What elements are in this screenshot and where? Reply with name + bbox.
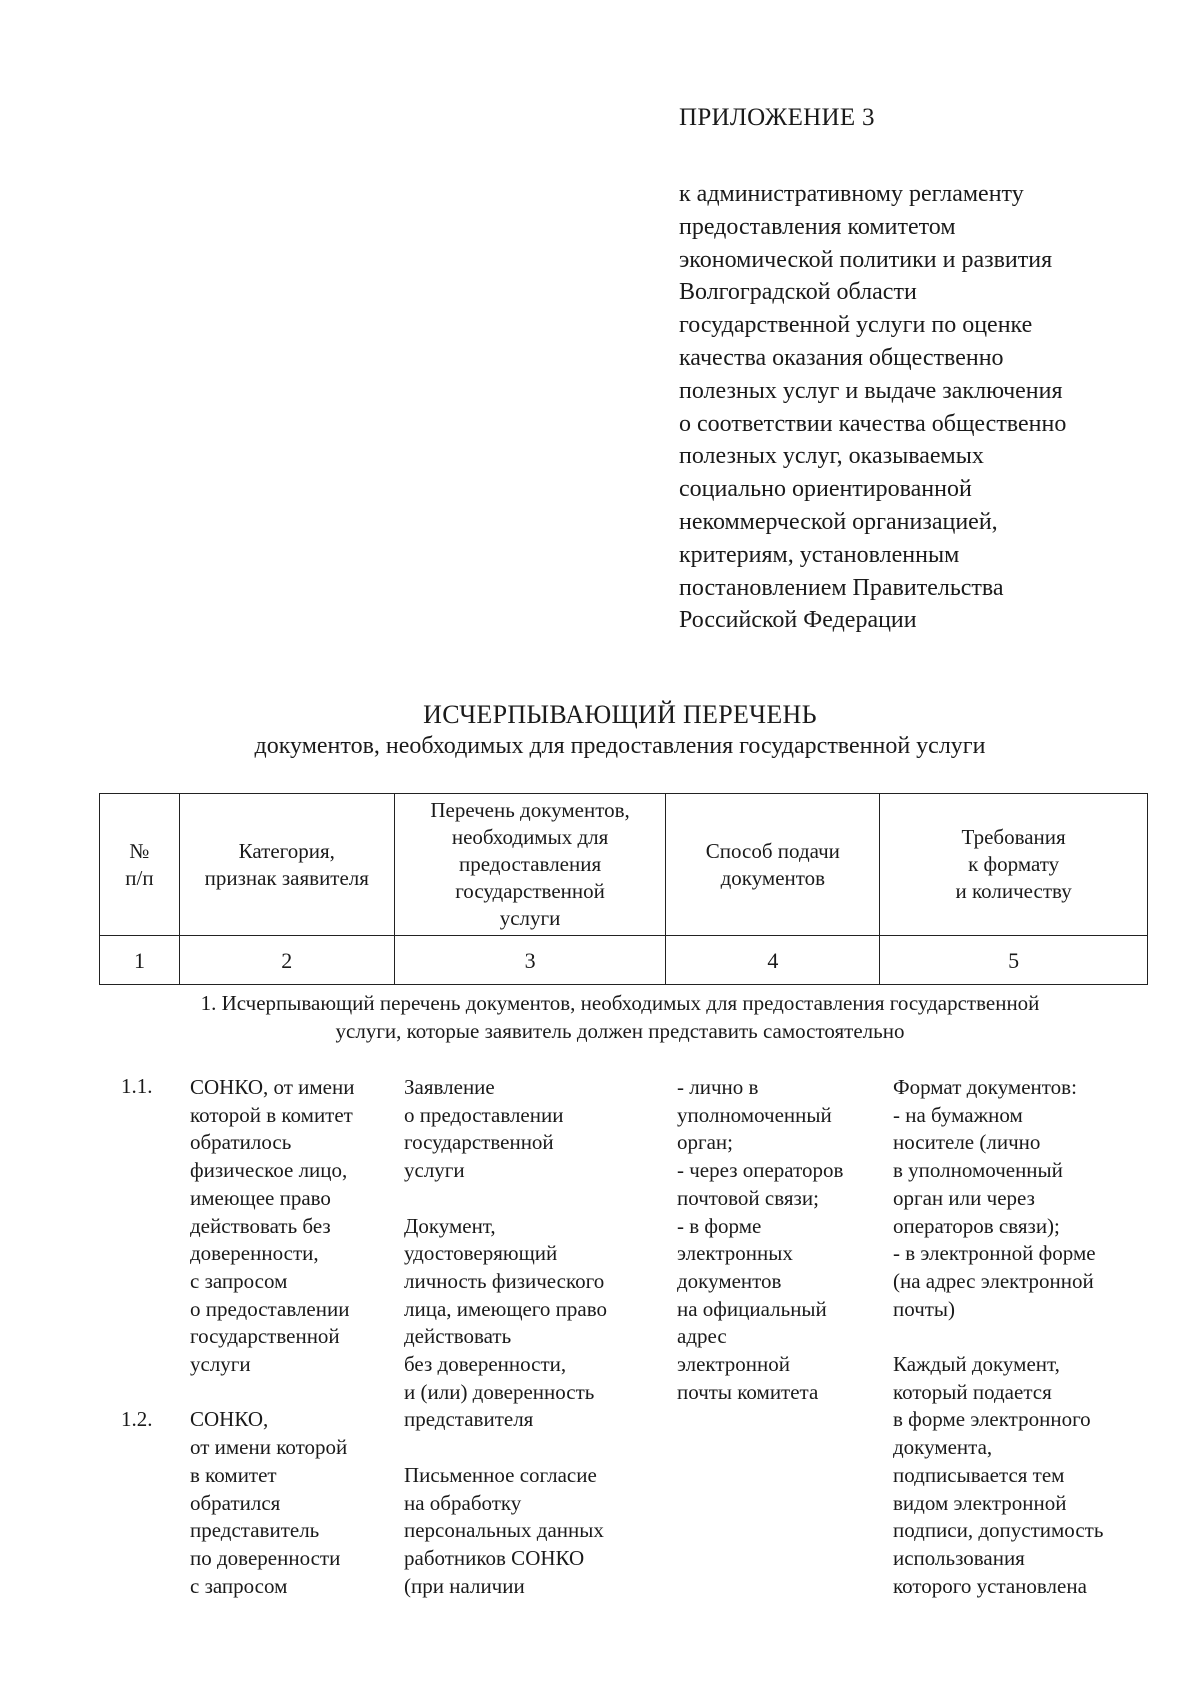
- requirements-column: Формат документов: - на бумажном носителе (лично в уполномоченный орган или через операторов связи); - в электронной форме (на адрес электронной почты) Каждый документ, который подается в форме электронного документа, подписывается тем видом электронной подписи, допустимость использования которого установлена: [893, 1075, 1104, 1598]
- document-title: ИСЧЕРПЫВАЮЩИЙ ПЕРЕЧЕНЬ: [423, 700, 817, 729]
- appendix-line: постановлением Правительства: [679, 574, 1004, 601]
- section-heading: 1. Исчерпывающий перечень документов, необходимых для предоставления государственной услуги, которые заявитель должен представить самостоятельно: [200, 991, 1040, 1043]
- header-cell-category: Категория, признак заявителя: [179, 794, 394, 936]
- appendix-line: к административному регламенту: [679, 181, 1024, 207]
- table-column-numbers-row: [100, 936, 1148, 985]
- header-cell-number: № п/п: [100, 794, 180, 936]
- appendix-line: Волгоградской области: [679, 279, 917, 306]
- appendix-line: критериям, установленным: [679, 541, 960, 568]
- column-number: 5: [880, 936, 1148, 985]
- appendix-line: Российской Федерации: [679, 607, 917, 634]
- appendix-description: [679, 178, 1179, 637]
- header-cell-requirements: Требования к формату и количеству: [880, 794, 1148, 936]
- column-number: 3: [394, 936, 666, 985]
- appendix-line: некоммерческой организацией,: [679, 508, 998, 535]
- document-subtitle: документов, необходимых для предоставления государственной услуги: [254, 733, 986, 759]
- appendix-line: качества оказания общественно: [679, 344, 1004, 371]
- column-number: 2: [179, 936, 394, 985]
- row-number-1-2: 1.2.: [121, 1407, 153, 1431]
- appendix-line: экономической политики и развития: [679, 246, 1053, 273]
- appendix-line: государственной услуги по оценке: [679, 312, 1033, 339]
- row-number-1-1: 1.1.: [121, 1074, 153, 1098]
- submission-method-column: - лично в уполномоченный орган; - через операторов почтовой связи; - в форме электронных документов на официальный адрес электронной почты комитета: [677, 1075, 844, 1404]
- category-column: СОНКО, от имени которой в комитет обратилось физическое лицо, имеющее право действовать без доверенности, с запросом о предоставлении государственной услуги СОНКО, от имени которой в комитет обратился представитель по доверенности с запросом: [190, 1075, 355, 1598]
- column-number: 1: [100, 936, 180, 985]
- appendix-title: ПРИЛОЖЕНИЕ 3: [679, 104, 875, 131]
- header-cell-documents: Перечень документов, необходимых для предоставления государственной услуги: [394, 794, 666, 936]
- appendix-line: предоставления комитетом: [679, 213, 956, 240]
- appendix-line: полезных услуг и выдаче заключения: [679, 377, 1063, 404]
- appendix-line: о соответствии качества общественно: [679, 410, 1067, 437]
- appendix-line: полезных услуг, оказываемых: [679, 443, 984, 470]
- documents-table-header: [99, 793, 1148, 985]
- appendix-line: социально ориентированной: [679, 476, 972, 503]
- column-number: 4: [666, 936, 880, 985]
- header-cell-method: Способ подачи документов: [666, 794, 880, 936]
- table-header-row: [100, 794, 1148, 936]
- documents-column: Заявление о предоставлении государственной услуги Документ, удостоверяющий личность физического лица, имеющего право действовать без доверенности, и (или) доверенность представителя Письменное согласие на обработку персональных данных работников СОНКО (при наличии: [404, 1075, 607, 1598]
